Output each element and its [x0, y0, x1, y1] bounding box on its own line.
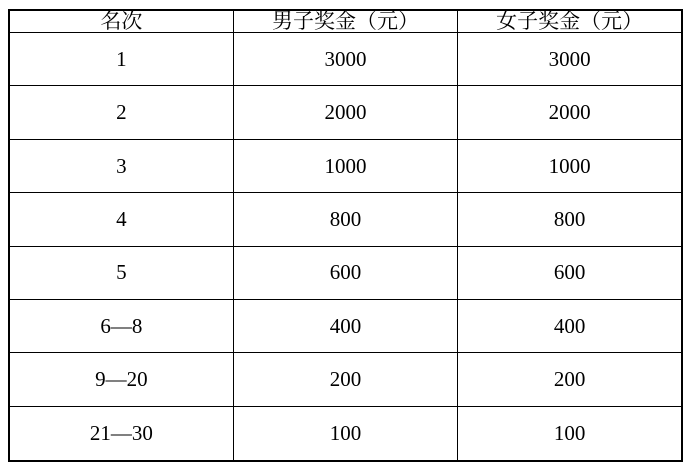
cell-women-prize: 200 — [458, 353, 682, 406]
column-header-men-prize: 男子奖金（元） — [233, 10, 457, 33]
cell-rank: 3 — [9, 139, 233, 192]
cell-rank: 2 — [9, 86, 233, 139]
cell-men-prize: 2000 — [233, 86, 457, 139]
table-row — [9, 246, 682, 299]
table-row — [9, 406, 682, 461]
table-row — [9, 353, 682, 406]
table-row — [9, 193, 682, 246]
header-row — [9, 10, 682, 33]
cell-men-prize: 400 — [233, 300, 457, 353]
cell-rank: 6—8 — [9, 300, 233, 353]
cell-rank: 4 — [9, 193, 233, 246]
column-header-women-prize: 女子奖金（元） — [458, 10, 682, 33]
cell-men-prize: 100 — [233, 406, 457, 461]
cell-women-prize: 2000 — [458, 86, 682, 139]
cell-women-prize: 100 — [458, 406, 682, 461]
cell-men-prize: 200 — [233, 353, 457, 406]
table-row — [9, 139, 682, 192]
cell-men-prize: 800 — [233, 193, 457, 246]
cell-rank: 5 — [9, 246, 233, 299]
cell-rank: 9—20 — [9, 353, 233, 406]
cell-rank: 21—30 — [9, 406, 233, 461]
cell-women-prize: 1000 — [458, 139, 682, 192]
cell-women-prize: 3000 — [458, 33, 682, 86]
table-row — [9, 300, 682, 353]
cell-men-prize: 600 — [233, 246, 457, 299]
column-header-rank: 名次 — [9, 10, 233, 33]
cell-rank: 1 — [9, 33, 233, 86]
cell-women-prize: 800 — [458, 193, 682, 246]
cell-women-prize: 400 — [458, 300, 682, 353]
prize-table — [8, 9, 683, 462]
cell-women-prize: 600 — [458, 246, 682, 299]
table-row — [9, 33, 682, 86]
cell-men-prize: 3000 — [233, 33, 457, 86]
cell-men-prize: 1000 — [233, 139, 457, 192]
table-row — [9, 86, 682, 139]
